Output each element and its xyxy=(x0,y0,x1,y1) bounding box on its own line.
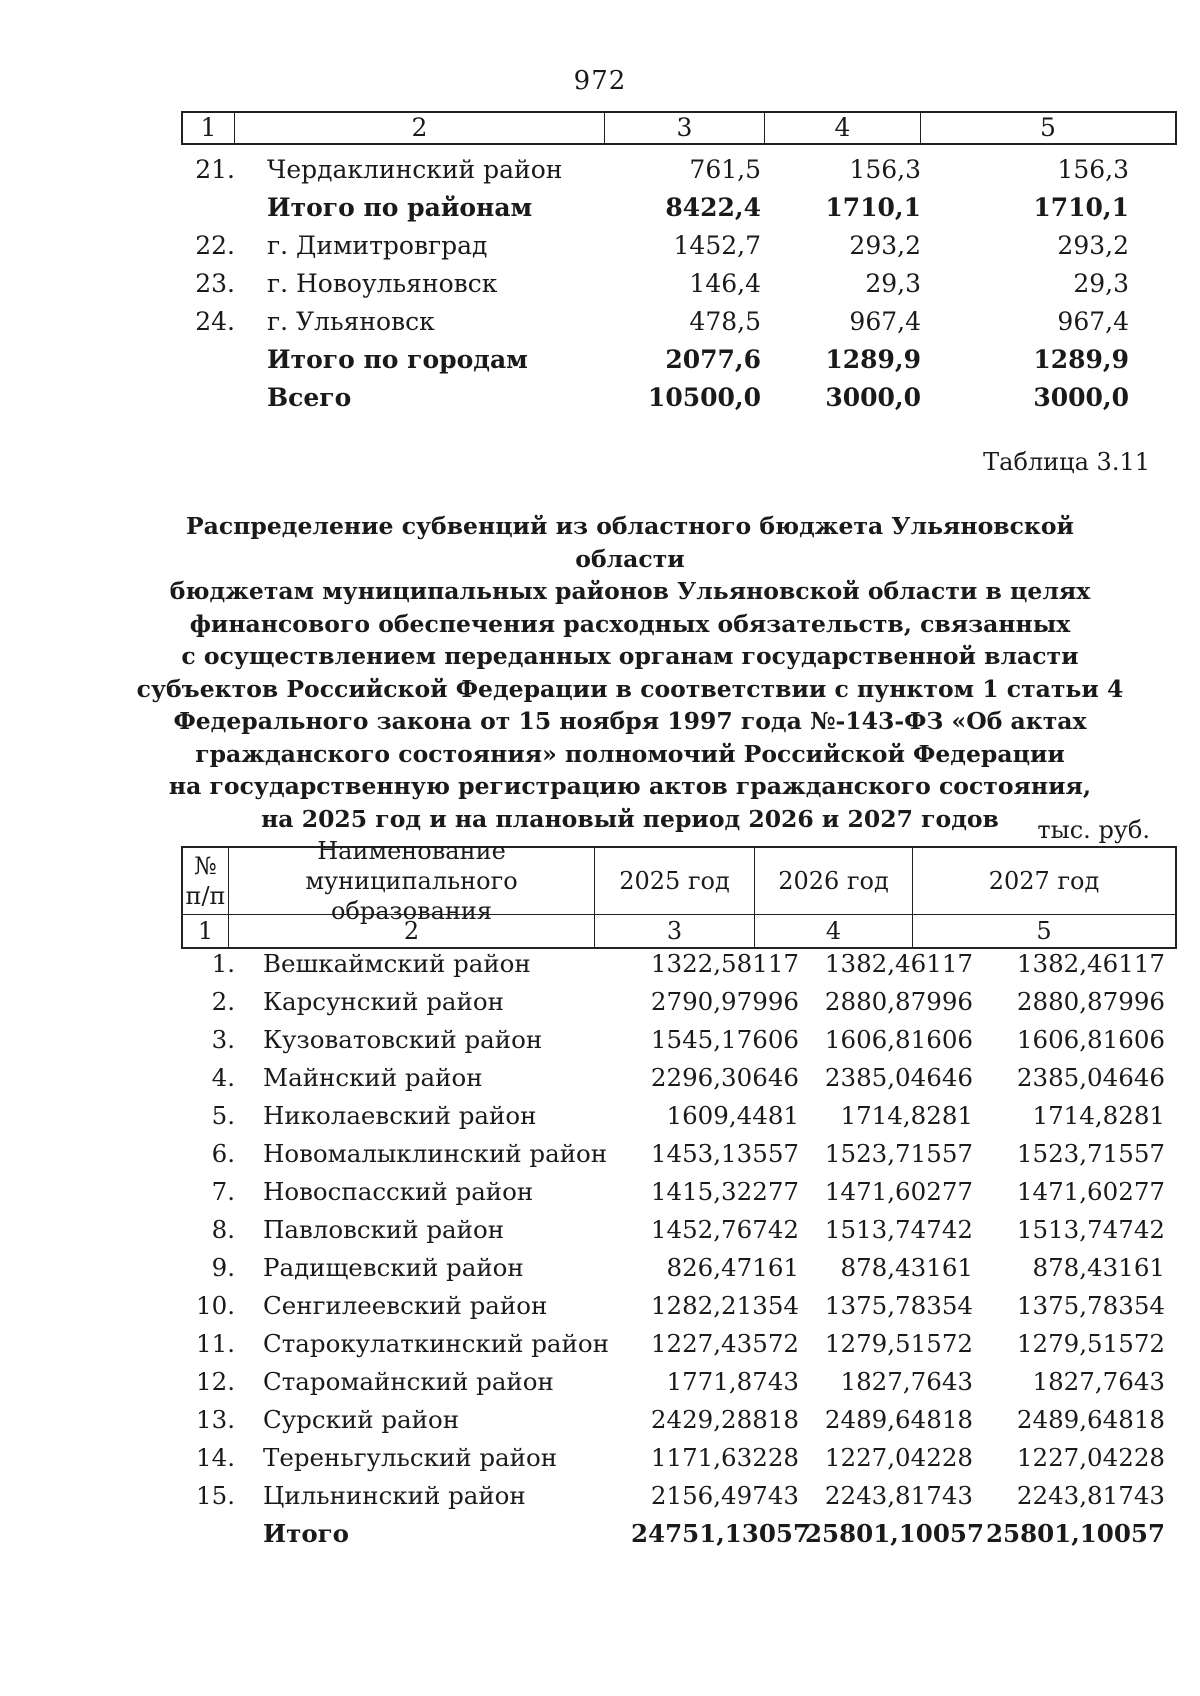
table-row xyxy=(181,1058,1177,1096)
row-number: 4. xyxy=(211,1062,235,1092)
row-value-3: 146,4 xyxy=(689,268,761,298)
header-2025: 2025 год xyxy=(595,848,755,914)
page-number: 972 xyxy=(573,66,627,96)
col-index-4: 4 xyxy=(765,113,921,143)
row-name: Павловский район xyxy=(263,1214,505,1244)
col-index-3: 3 xyxy=(605,113,765,143)
table-row xyxy=(181,1248,1177,1286)
table-row xyxy=(181,1438,1177,1476)
row-value-3: 8422,4 xyxy=(665,192,761,222)
row-value-2027: 2243,81743 xyxy=(1016,1480,1165,1510)
row-value-3: 1452,7 xyxy=(673,230,761,260)
row-number: 8. xyxy=(211,1214,235,1244)
row-number: 23. xyxy=(195,268,235,298)
table-row xyxy=(181,340,1177,378)
title-line: финансового обеспечения расходных обязательств, связанных xyxy=(189,609,1071,638)
row-number: 15. xyxy=(196,1480,235,1510)
row-number: 3. xyxy=(211,1024,235,1054)
row-value-2025: 1452,76742 xyxy=(650,1214,799,1244)
row-value-2026: 2489,64818 xyxy=(824,1404,973,1434)
col-index-5: 5 xyxy=(1040,113,1056,142)
row-name: Итого xyxy=(263,1518,350,1548)
row-value-2026: 878,43161 xyxy=(840,1252,973,1282)
row-value-2026: 25801,10057 xyxy=(805,1518,985,1548)
header-2026: 2026 год xyxy=(755,848,913,914)
row-value-2025: 1227,43572 xyxy=(650,1328,799,1358)
row-value-3: 478,5 xyxy=(689,306,761,336)
row-value-2027: 2880,87996 xyxy=(1016,986,1165,1016)
row-value-2026: 1827,7643 xyxy=(840,1366,973,1396)
row-number: 2. xyxy=(211,986,235,1016)
table-row xyxy=(181,378,1177,416)
row-value-2027: 1382,46117 xyxy=(1016,948,1165,978)
title-line: на 2025 год и на плановый период 2026 и 2027 годов xyxy=(261,804,999,833)
title-line: Распределение субвенций из областного бюджета Ульяновской области xyxy=(186,512,1074,573)
table-row xyxy=(181,1020,1177,1058)
row-name: Карсунский район xyxy=(263,986,504,1016)
header-name-line1: Наименование xyxy=(317,837,506,865)
table-row xyxy=(181,944,1177,982)
row-number: 24. xyxy=(195,306,235,336)
row-value-4: 1710,1 xyxy=(825,192,921,222)
row-value-2025: 2790,97996 xyxy=(650,986,799,1016)
row-value-2027: 1714,8281 xyxy=(1032,1100,1165,1130)
row-value-2025: 1171,63228 xyxy=(650,1442,799,1472)
row-number: 5. xyxy=(211,1100,235,1130)
units-label: тыс. руб. xyxy=(1037,816,1150,844)
table-row xyxy=(181,1324,1177,1362)
row-number: 1. xyxy=(211,948,235,978)
row-value-2025: 2429,28818 xyxy=(650,1404,799,1434)
row-value-2027: 1375,78354 xyxy=(1016,1290,1165,1320)
row-name: Майнский район xyxy=(263,1062,483,1092)
title-line: с осуществлением переданных органам государственной власти xyxy=(181,642,1079,670)
row-value-2026: 1513,74742 xyxy=(824,1214,973,1244)
index-col-4: 4 xyxy=(755,915,913,947)
header-name-line2: муниципального образования xyxy=(305,867,518,925)
col-index-2: 2 xyxy=(235,113,605,143)
row-value-5: 1710,1 xyxy=(1033,192,1129,222)
table-label: Таблица 3.11 xyxy=(983,448,1150,476)
row-value-2027: 2385,04646 xyxy=(1016,1062,1165,1092)
index-col-2: 2 xyxy=(229,915,595,947)
row-value-4: 29,3 xyxy=(865,268,921,298)
row-number: 7. xyxy=(211,1176,235,1206)
row-name: Кузоватовский район xyxy=(263,1024,543,1054)
row-name: г. Димитровград xyxy=(267,230,488,260)
row-value-2026: 1714,8281 xyxy=(840,1100,973,1130)
main-table-body xyxy=(181,944,1177,1552)
title-line: субъектов Российской Федерации в соответствии с пунктом 1 статьи 4 xyxy=(136,674,1124,703)
row-value-4: 3000,0 xyxy=(825,382,921,412)
row-value-2026: 2880,87996 xyxy=(824,986,973,1016)
row-number: 11. xyxy=(196,1328,235,1358)
row-name: Цильнинский район xyxy=(263,1480,526,1510)
title-line: Федерального закона от 15 ноября 1997 года №-143-ФЗ «Об актах xyxy=(173,707,1087,735)
row-number: 21. xyxy=(195,154,235,184)
row-value-2025: 1453,13557 xyxy=(650,1138,799,1168)
row-number: 10. xyxy=(196,1290,235,1320)
row-value-2025: 1545,17606 xyxy=(650,1024,799,1054)
table-row xyxy=(181,1172,1177,1210)
table-row xyxy=(181,188,1177,226)
continued-table-header xyxy=(181,111,1177,145)
row-value-2026: 2243,81743 xyxy=(824,1480,973,1510)
row-value-2027: 1279,51572 xyxy=(1016,1328,1165,1358)
row-value-5: 29,3 xyxy=(1073,268,1129,298)
row-value-2027: 1513,74742 xyxy=(1016,1214,1165,1244)
header-2027: 2027 год xyxy=(988,867,1100,895)
row-value-2027: 1827,7643 xyxy=(1032,1366,1165,1396)
title-line: бюджетам муниципальных районов Ульяновской области в целях xyxy=(169,577,1091,605)
row-name: г. Ульяновск xyxy=(267,306,435,336)
table-row xyxy=(181,1096,1177,1134)
title-line: гражданского состояния» полномочий Российской Федерации xyxy=(195,739,1065,768)
row-value-2026: 1227,04228 xyxy=(824,1442,973,1472)
header-num-line2: п/п xyxy=(185,882,226,910)
row-value-2027: 1523,71557 xyxy=(1016,1138,1165,1168)
row-value-2025: 1609,4481 xyxy=(666,1100,799,1130)
row-name: Чердаклинский район xyxy=(267,154,563,184)
row-value-2027: 1227,04228 xyxy=(1016,1442,1165,1472)
row-name: Тереньгульский район xyxy=(263,1442,558,1472)
index-col-1: 1 xyxy=(183,915,229,947)
row-value-2027: 1471,60277 xyxy=(1016,1176,1165,1206)
row-name: Всего xyxy=(267,382,352,412)
row-value-2025: 2156,49743 xyxy=(650,1480,799,1510)
row-name: Новомалыклинский район xyxy=(263,1138,608,1168)
row-value-5: 967,4 xyxy=(1057,306,1129,336)
row-value-2025: 1771,8743 xyxy=(666,1366,799,1396)
row-name: Итого по районам xyxy=(267,192,533,222)
row-value-2025: 24751,13057 xyxy=(631,1518,811,1548)
row-value-2026: 1471,60277 xyxy=(824,1176,973,1206)
row-value-2027: 25801,10057 xyxy=(985,1518,1165,1548)
table-row xyxy=(181,1134,1177,1172)
row-value-2026: 1279,51572 xyxy=(824,1328,973,1358)
row-name: Сенгилеевский район xyxy=(263,1290,548,1320)
continued-table-body xyxy=(181,150,1177,416)
row-name: Радищевский район xyxy=(263,1252,524,1282)
table-row xyxy=(181,302,1177,340)
row-value-2026: 1375,78354 xyxy=(824,1290,973,1320)
row-value-2026: 1606,81606 xyxy=(824,1024,973,1054)
row-value-3: 2077,6 xyxy=(665,344,761,374)
table-row xyxy=(181,1362,1177,1400)
row-number: 14. xyxy=(196,1442,235,1472)
row-value-2026: 1382,46117 xyxy=(824,948,973,978)
row-value-4: 156,3 xyxy=(849,154,921,184)
row-value-4: 293,2 xyxy=(849,230,921,260)
row-name: Старокулаткинский район xyxy=(263,1328,609,1358)
table-row xyxy=(181,1400,1177,1438)
row-name: Старомайнский район xyxy=(263,1366,554,1396)
table-row xyxy=(181,1210,1177,1248)
title-line: на государственную регистрацию актов гражданского состояния, xyxy=(168,772,1092,800)
row-name: Новоспасский район xyxy=(263,1176,534,1206)
row-value-2026: 1523,71557 xyxy=(824,1138,973,1168)
row-number: 6. xyxy=(211,1138,235,1168)
table-row xyxy=(181,982,1177,1020)
table-row xyxy=(181,1476,1177,1514)
row-name: Итого по городам xyxy=(267,344,528,374)
row-value-2027: 2489,64818 xyxy=(1016,1404,1165,1434)
row-name: Вешкаймский район xyxy=(263,948,531,978)
row-value-2025: 826,47161 xyxy=(666,1252,799,1282)
header-name xyxy=(229,837,595,925)
row-number: 13. xyxy=(196,1404,235,1434)
row-value-5: 293,2 xyxy=(1057,230,1129,260)
table-row xyxy=(181,150,1177,188)
main-table-header xyxy=(181,837,1177,949)
row-number: 22. xyxy=(195,230,235,260)
table-row xyxy=(181,1286,1177,1324)
row-name: Сурский район xyxy=(263,1404,460,1434)
row-value-5: 1289,9 xyxy=(1033,344,1129,374)
row-value-5: 3000,0 xyxy=(1033,382,1129,412)
row-value-5: 156,3 xyxy=(1057,154,1129,184)
row-value-2025: 2296,30646 xyxy=(650,1062,799,1092)
row-value-4: 1289,9 xyxy=(825,344,921,374)
row-name: Николаевский район xyxy=(263,1100,537,1130)
row-name: г. Новоульяновск xyxy=(267,268,498,298)
row-value-4: 967,4 xyxy=(849,306,921,336)
row-number: 12. xyxy=(196,1366,235,1396)
index-col-3: 3 xyxy=(595,915,755,947)
table-row xyxy=(181,226,1177,264)
row-value-2025: 1282,21354 xyxy=(650,1290,799,1320)
row-number: 9. xyxy=(211,1252,235,1282)
col-index-1: 1 xyxy=(183,113,235,143)
row-value-2026: 2385,04646 xyxy=(824,1062,973,1092)
row-value-2027: 878,43161 xyxy=(1032,1252,1165,1282)
index-col-5: 5 xyxy=(1036,917,1052,945)
table-title xyxy=(130,510,1130,835)
row-value-2025: 1322,58117 xyxy=(650,948,799,978)
table-row xyxy=(181,264,1177,302)
row-value-3: 761,5 xyxy=(689,154,761,184)
row-value-2027: 1606,81606 xyxy=(1016,1024,1165,1054)
header-num-line1: № xyxy=(194,852,217,880)
row-value-2025: 1415,32277 xyxy=(650,1176,799,1206)
header-num xyxy=(183,848,229,914)
row-value-3: 10500,0 xyxy=(647,382,761,412)
total-row xyxy=(181,1514,1177,1552)
